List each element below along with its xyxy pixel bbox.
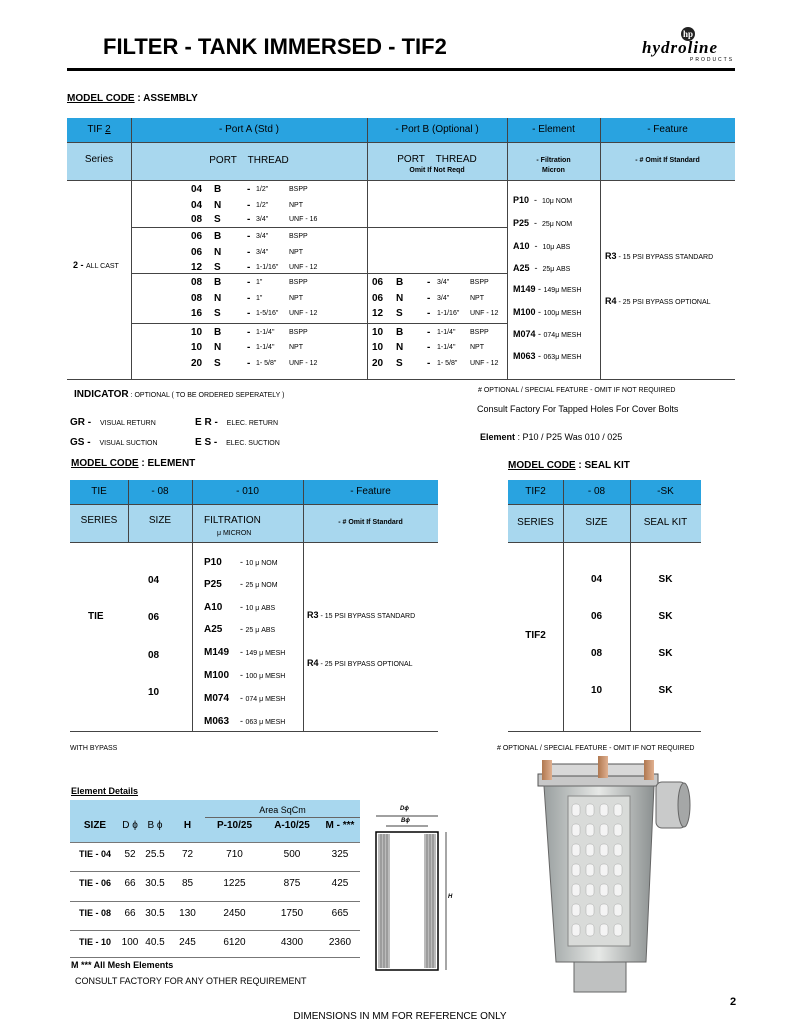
port-b-dimension: 1-1/4" — [437, 344, 456, 351]
port-a-thread: BSPP — [289, 279, 308, 286]
filtration-code: A10 — [204, 602, 223, 613]
element-col-filtration: - 010 — [236, 486, 259, 497]
filtration-code: M074 — [204, 693, 230, 704]
element-desc: 10μ ABS — [542, 244, 571, 251]
seal-size: 06 — [590, 611, 603, 622]
filtration-dash: - — [240, 624, 246, 634]
optional-note: # OPTIONAL / SPECIAL FEATURE - OMIT IF NOT REQUIRED — [478, 387, 676, 394]
port-b-letter: B — [396, 277, 404, 288]
port-a-letter: N — [214, 293, 222, 304]
element-dash: - — [529, 263, 543, 273]
element-dash: - — [535, 329, 544, 339]
assembly-element-item — [513, 324, 581, 342]
seal-kit-value: SK — [658, 574, 673, 585]
assembly-table — [67, 118, 735, 380]
filtration-code: M100 — [204, 670, 230, 681]
element-dash: - — [535, 307, 544, 317]
element-col-tie: TIE — [91, 486, 107, 497]
port-a-dash: - — [247, 277, 251, 288]
element-code: M100 — [513, 307, 536, 317]
port-a-size: 04 — [191, 200, 203, 211]
port-a-size: 10 — [191, 327, 203, 338]
port-a-size: 10 — [191, 342, 203, 353]
seal-sub-kit: SEAL KIT — [643, 517, 688, 528]
port-a-letter: N — [214, 342, 222, 353]
port-b-dimension: 1-1/16" — [437, 310, 460, 317]
port-a-size: 04 — [191, 184, 203, 195]
tank-filter-illustration-icon — [508, 752, 708, 997]
port-group-divider — [131, 323, 507, 324]
port-a-letter: N — [214, 200, 222, 211]
page-number: 2 — [730, 996, 737, 1008]
indicator-heading: INDICATOR : OPTIONAL ( TO BE ORDERED SEPERATELY ) — [74, 389, 285, 400]
element-code: A25 — [513, 263, 530, 273]
details-cell: TIE - 04 — [78, 849, 111, 859]
seal-kit-value: SK — [658, 611, 673, 622]
port-a-dimension: 1-1/16" — [256, 264, 279, 271]
drawing-h-label: H — [448, 894, 453, 900]
filtration-desc: 149 μ MESH — [245, 650, 286, 657]
assembly-col-port-b: - Port B (Optional ) — [395, 124, 479, 135]
seal-col-series: TIF2 — [525, 486, 546, 497]
port-a-dimension: 1/2" — [256, 202, 269, 209]
assembly-element-item — [513, 279, 581, 297]
element-sub-micron: μ MICRON — [217, 530, 252, 537]
port-a-size: 08 — [191, 293, 203, 304]
element-col-size: - 08 — [151, 486, 169, 497]
filtration-dash: - — [240, 693, 246, 703]
details-cell: 66 — [124, 908, 136, 919]
details-cell: 66 — [124, 878, 136, 889]
port-a-dimension: 1/2" — [256, 186, 269, 193]
logo-subtext: PRODUCTS — [690, 57, 735, 63]
drawing-d-label: Dϕ — [400, 806, 409, 812]
seal-kit-heading: MODEL CODE : SEAL KIT — [508, 460, 630, 471]
port-a-thread: UNF - 12 — [289, 360, 318, 367]
drawing-b-label: Bϕ — [401, 818, 410, 824]
port-b-size: 06 — [372, 293, 384, 304]
seal-series-value: TIF2 — [525, 630, 546, 641]
details-cell: 325 — [331, 849, 349, 860]
port-a-dimension: 1- 5/8" — [256, 360, 277, 367]
port-a-letter: S — [214, 308, 221, 319]
port-a-thread: NPT — [289, 249, 303, 256]
element-desc: 10μ NOM — [542, 198, 573, 205]
element-code: A10 — [513, 241, 530, 251]
port-b-dimension: 1- 5/8" — [437, 360, 458, 367]
details-cell: 500 — [283, 849, 301, 860]
filtration-dash: - — [240, 647, 246, 657]
details-cell: 710 — [226, 849, 243, 860]
port-b-dimension: 3/4" — [437, 279, 450, 286]
element-code: P10 — [513, 195, 530, 205]
assembly-sub-port-a: PORT THREAD — [209, 155, 289, 166]
element-size-06: 06 — [148, 612, 160, 623]
port-a-thread: NPT — [289, 295, 303, 302]
details-bottom-rule — [70, 957, 360, 958]
port-a-thread: BSPP — [289, 329, 308, 336]
details-cell: 52 — [124, 849, 136, 860]
details-row-divider — [70, 901, 360, 902]
element-sub-series: SERIES — [80, 515, 118, 526]
details-cell: 30.5 — [145, 908, 165, 919]
logo-text: hydroline — [642, 38, 719, 57]
assembly-sub-feature: - # Omit If Standard — [635, 157, 700, 164]
port-a-size: 20 — [191, 358, 203, 369]
details-cell: 100 — [121, 937, 139, 948]
filtration-item — [204, 688, 285, 706]
element-desc: 25μ NOM — [542, 221, 573, 228]
port-a-thread: NPT — [289, 344, 303, 351]
seal-sub-series: SERIES — [517, 517, 554, 528]
element-feature-r3: R3 - 15 PSI BYPASS STANDARD — [307, 610, 416, 620]
port-b-dimension: 1-1/4" — [437, 329, 456, 336]
filtration-item — [204, 552, 278, 570]
port-b-dimension: 3/4" — [437, 295, 450, 302]
filtration-code: P10 — [204, 557, 222, 568]
element-details-table — [70, 800, 360, 958]
port-b-size: 06 — [372, 277, 384, 288]
port-b-thread: UNF - 12 — [470, 310, 499, 317]
port-a-dash: - — [247, 231, 251, 242]
filtration-code: A25 — [204, 624, 223, 635]
details-cell: 1750 — [280, 908, 304, 919]
port-b-dash: - — [427, 358, 431, 369]
details-col-header: D ϕ — [122, 820, 138, 831]
port-a-dash: - — [247, 200, 251, 211]
assembly-element-item — [513, 190, 572, 208]
assembly-col-series: TIF 2 — [87, 124, 111, 135]
element-dash: - — [529, 241, 543, 251]
element-size-08: 08 — [148, 650, 160, 661]
details-cell: 130 — [179, 908, 196, 919]
assembly-sub-series: Series — [84, 154, 114, 165]
filtration-item — [204, 642, 285, 660]
port-b-dash: - — [427, 308, 431, 319]
details-row-divider — [70, 871, 360, 872]
svg-text:hp: hp — [682, 29, 694, 39]
details-col-header: A-10/25 — [274, 820, 310, 831]
assembly-series-value: 2 - ALL CAST — [73, 260, 119, 270]
filtration-dash: - — [240, 557, 246, 567]
port-a-dash: - — [247, 358, 251, 369]
area-label: Area SqCm — [259, 805, 306, 815]
element-details-heading: Element Details — [71, 786, 139, 796]
assembly-heading: MODEL CODE : ASSEMBLY — [67, 93, 198, 104]
seal-col-size: - 08 — [587, 486, 606, 497]
seal-sub-size: SIZE — [585, 517, 608, 528]
port-b-thread: NPT — [470, 344, 484, 351]
port-b-letter: B — [396, 327, 404, 338]
element-desc: 149μ MESH — [543, 287, 582, 294]
port-a-letter: B — [214, 277, 222, 288]
port-a-dash: - — [247, 327, 251, 338]
details-col-header: SIZE — [83, 820, 107, 831]
element-code: M074 — [513, 329, 536, 339]
seal-size: 08 — [590, 648, 603, 659]
details-cell: TIE - 08 — [78, 908, 111, 918]
element-size-04: 04 — [148, 575, 160, 586]
port-a-dash: - — [247, 293, 251, 304]
port-b-size: 12 — [372, 308, 384, 319]
seal-kit-footnote: # OPTIONAL / SPECIAL FEATURE - OMIT IF NOT REQUIRED — [497, 745, 695, 752]
seal-kit-table — [508, 480, 701, 732]
element-desc: 074μ MESH — [543, 332, 582, 339]
assembly-element-item — [513, 213, 572, 231]
details-cell: 6120 — [223, 937, 246, 948]
indicator-es: E S - ELEC. SUCTION — [195, 437, 280, 448]
filtration-code: M063 — [204, 716, 230, 727]
port-b-size: 20 — [372, 358, 384, 369]
details-cell: 40.5 — [145, 937, 165, 948]
element-footnote: WITH BYPASS — [70, 745, 118, 752]
port-a-dash: - — [247, 214, 251, 225]
element-note: Element : P10 / P25 Was 010 / 025 — [480, 432, 623, 442]
filtration-dash: - — [240, 579, 246, 589]
indicator-gs: GS - VISUAL SUCTION — [70, 437, 158, 448]
assembly-col-feature: - Feature — [647, 124, 688, 135]
page-title: FILTER - TANK IMMERSED - TIF2 — [103, 34, 447, 59]
element-sub-feature: - # Omit If Standard — [338, 519, 403, 526]
port-a-thread: UNF - 12 — [289, 264, 318, 271]
element-code: P25 — [513, 218, 530, 228]
filtration-item — [204, 711, 285, 729]
element-col-feature: - Feature — [350, 486, 391, 497]
element-table — [70, 480, 438, 732]
port-a-dimension: 3/4" — [256, 233, 269, 240]
element-desc: 100μ MESH — [543, 310, 582, 317]
port-a-size: 06 — [191, 247, 203, 258]
assembly-element-item — [513, 346, 581, 364]
details-row-divider — [70, 842, 360, 843]
filtration-dash: - — [240, 670, 246, 680]
port-b-size: 10 — [372, 327, 384, 338]
element-dash: - — [529, 195, 543, 205]
details-col-header: M - *** — [325, 820, 355, 831]
port-a-dimension: 1-1/4" — [256, 344, 275, 351]
port-a-dimension: 1-1/4" — [256, 329, 275, 336]
port-b-letter: N — [396, 293, 404, 304]
assembly-feature-r4: R4 - 25 PSI BYPASS OPTIONAL — [605, 296, 711, 306]
seal-size: 10 — [590, 685, 603, 696]
consult-factory-note: CONSULT FACTORY FOR ANY OTHER REQUIREMENT — [75, 976, 307, 986]
details-col-header: P-10/25 — [216, 820, 253, 831]
port-b-size: 10 — [372, 342, 384, 353]
port-a-dash: - — [247, 247, 251, 258]
seal-size: 04 — [590, 574, 603, 585]
port-a-dash: - — [247, 342, 251, 353]
element-code: M149 — [513, 284, 536, 294]
port-a-letter: N — [214, 247, 222, 258]
port-b-thread: UNF - 12 — [470, 360, 499, 367]
consult-holes-note: Consult Factory For Tapped Holes For Cover Bolts — [477, 404, 679, 414]
port-a-dimension: 1" — [256, 295, 263, 302]
port-a-dimension: 3/4" — [256, 249, 269, 256]
details-cell: 2360 — [328, 937, 352, 948]
assembly-feature-r3: R3 - 15 PSI BYPASS STANDARD — [605, 251, 714, 261]
port-a-letter: S — [214, 214, 221, 225]
title-rule — [67, 68, 735, 71]
details-row-divider — [70, 930, 360, 931]
filtration-item — [204, 597, 275, 615]
port-a-dash: - — [247, 262, 251, 273]
port-a-dimension: 1-5/16" — [256, 310, 279, 317]
seal-kit-value: SK — [658, 685, 673, 696]
filtration-item — [204, 574, 278, 592]
details-col-header: B ϕ — [147, 820, 163, 831]
assembly-sub-element: - Filtration — [536, 157, 571, 164]
element-series-value: TIE — [88, 611, 104, 622]
element-sub-filtration: FILTRATION — [204, 515, 261, 526]
details-cell: TIE - 10 — [78, 937, 111, 947]
assembly-element-item — [513, 258, 570, 276]
details-cell: 245 — [179, 937, 196, 948]
filtration-desc: 074 μ MESH — [245, 696, 286, 703]
assembly-col-port-a: - Port A (Std ) — [218, 124, 280, 135]
port-a-letter: B — [214, 184, 222, 195]
filtration-desc: 25 μ ABS — [245, 627, 276, 634]
port-a-size: 08 — [191, 277, 203, 288]
filtration-desc: 25 μ NOM — [245, 582, 278, 589]
assembly-element-item — [513, 236, 570, 254]
seal-kit-value: SK — [658, 648, 673, 659]
port-b-dash: - — [427, 293, 431, 304]
details-cell: 425 — [331, 878, 349, 889]
port-a-size: 08 — [191, 214, 203, 225]
assembly-sub-port-b: PORT THREAD — [397, 154, 477, 165]
port-b-letter: N — [396, 342, 404, 353]
filtration-dash: - — [240, 716, 246, 726]
port-a-letter: B — [214, 327, 222, 338]
port-group-divider — [131, 273, 507, 274]
mesh-note: M *** All Mesh Elements — [71, 960, 174, 970]
details-cell: 2450 — [223, 908, 246, 919]
element-feature-r4: R4 - 25 PSI BYPASS OPTIONAL — [307, 658, 413, 668]
element-code: M063 — [513, 351, 536, 361]
element-desc: 25μ ABS — [542, 266, 571, 273]
port-a-thread: BSPP — [289, 233, 308, 240]
filtration-item — [204, 665, 285, 683]
port-a-dash: - — [247, 308, 251, 319]
element-dash: - — [535, 351, 544, 361]
element-desc: 063μ MESH — [543, 354, 582, 361]
port-b-dash: - — [427, 342, 431, 353]
port-a-thread: UNF - 16 — [289, 216, 318, 223]
details-cell: 85 — [181, 878, 194, 889]
filtration-item — [204, 619, 275, 637]
port-a-thread: BSPP — [289, 186, 308, 193]
port-a-thread: UNF - 12 — [289, 310, 318, 317]
port-group-divider — [131, 227, 507, 228]
port-a-dash: - — [247, 184, 251, 195]
port-a-dimension: 3/4" — [256, 216, 269, 223]
element-sub-size: SIZE — [148, 515, 172, 526]
seal-col-kit: -SK — [657, 486, 674, 497]
assembly-element-item — [513, 302, 581, 320]
details-cell: 72 — [181, 849, 194, 860]
details-cell: 665 — [331, 908, 349, 919]
port-a-thread: NPT — [289, 202, 303, 209]
details-cell: TIE - 06 — [78, 878, 111, 888]
assembly-sub-port-b-note: Omit If Not Reqd — [409, 167, 465, 174]
port-a-letter: B — [214, 231, 222, 242]
port-a-letter: S — [214, 358, 221, 369]
element-cross-section-icon — [368, 806, 464, 976]
filtration-desc: 063 μ MESH — [245, 719, 286, 726]
filtration-desc: 100 μ MESH — [245, 673, 286, 680]
port-b-letter: S — [396, 308, 403, 319]
assembly-sub-element-note: Micron — [542, 167, 565, 174]
port-b-letter: S — [396, 358, 403, 369]
port-b-dash: - — [427, 327, 431, 338]
assembly-col-element: - Element — [532, 124, 575, 135]
details-cell: 875 — [283, 878, 301, 889]
indicator-gr: GR - VISUAL RETURN — [70, 417, 156, 428]
details-cell: 4300 — [280, 937, 304, 948]
port-b-thread: NPT — [470, 295, 484, 302]
filtration-code: M149 — [204, 647, 230, 658]
port-a-size: 16 — [191, 308, 203, 319]
details-col-header: H — [183, 820, 192, 831]
element-size-10: 10 — [148, 687, 160, 698]
filter-product-image — [508, 752, 708, 997]
port-a-letter: S — [214, 262, 221, 273]
port-a-size: 06 — [191, 231, 203, 242]
port-a-dimension: 1" — [256, 279, 263, 286]
details-cell: 1225 — [223, 878, 246, 889]
details-cell: 25.5 — [145, 849, 165, 860]
filtration-desc: 10 μ ABS — [245, 605, 276, 612]
port-a-size: 12 — [191, 262, 203, 273]
port-b-thread: BSPP — [470, 329, 489, 336]
footer-note: DIMENSIONS IN MM FOR REFERENCE ONLY — [293, 1011, 507, 1022]
hydroline-logo — [638, 24, 738, 64]
indicator-er: E R - ELEC. RETURN — [195, 417, 279, 428]
port-b-thread: BSPP — [470, 279, 489, 286]
element-dash: - — [535, 284, 544, 294]
details-cell: 30.5 — [145, 878, 165, 889]
element-heading: MODEL CODE : ELEMENT — [71, 458, 196, 469]
element-section-drawing — [368, 806, 464, 976]
filtration-code: P25 — [204, 579, 222, 590]
filtration-dash: - — [240, 602, 246, 612]
filtration-desc: 10 μ NOM — [245, 560, 278, 567]
port-b-dash: - — [427, 277, 431, 288]
element-dash: - — [529, 218, 543, 228]
